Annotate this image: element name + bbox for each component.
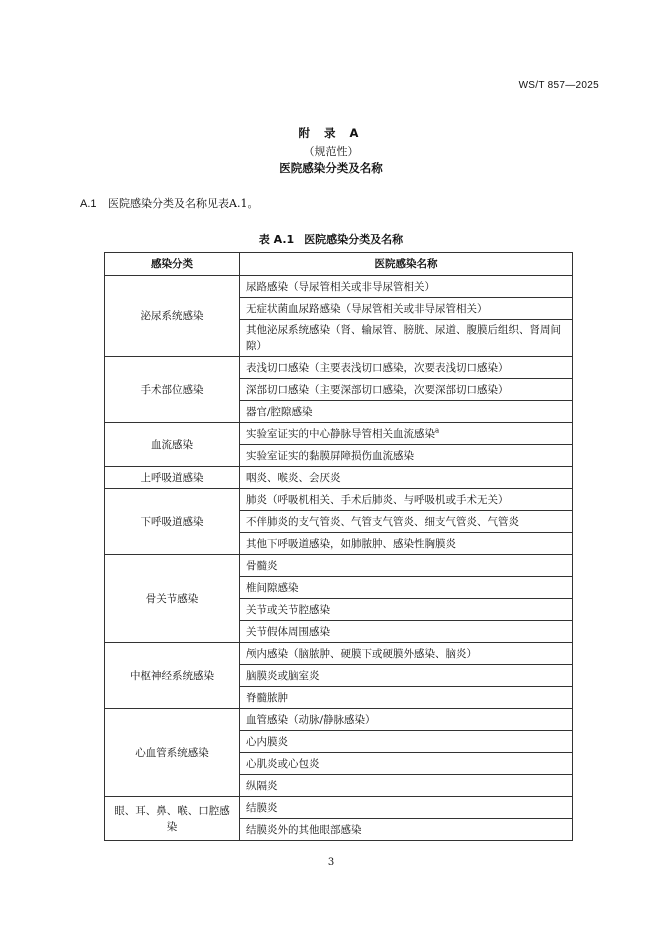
infection-name-cell: 实验室证实的黏膜屏障损伤血流感染 xyxy=(240,445,573,467)
table-row xyxy=(105,357,573,379)
clause-text: 医院感染分类及名称见表A.1。 xyxy=(108,197,259,210)
infection-name-cell: 器官/腔隙感染 xyxy=(240,401,573,423)
category-cell: 血流感染 xyxy=(105,423,240,467)
infection-name-text: 实验室证实的中心静脉导管相关血流感染 xyxy=(246,427,435,440)
infection-name-cell: 心肌炎或心包炎 xyxy=(240,753,573,775)
table-caption-number: 表 A.1 xyxy=(258,233,295,246)
infection-name-cell: 关节或关节腔感染 xyxy=(240,599,573,621)
table-row xyxy=(105,797,573,819)
appendix-nature: （规范性） xyxy=(303,145,359,158)
infection-name-cell: 椎间隙感染 xyxy=(240,577,573,599)
table-caption xyxy=(0,231,662,247)
clause-number: A.1 xyxy=(80,198,97,210)
appendix-title: 附 录 A xyxy=(298,126,364,140)
table-row xyxy=(105,709,573,731)
table-row xyxy=(105,276,573,298)
standard-code: WS/T 857—2025 xyxy=(518,80,599,91)
infection-name-cell: 结膜炎 xyxy=(240,797,573,819)
infection-name-cell: 肺炎（呼吸机相关、手术后肺炎、与呼吸机或手术无关） xyxy=(240,489,573,511)
category-cell: 眼、耳、鼻、喉、口腔感染 xyxy=(105,797,240,841)
infection-name-cell: 不伴肺炎的支气管炎、气管支气管炎、细支气管炎、气管炎 xyxy=(240,511,573,533)
infection-name-cell: 心内膜炎 xyxy=(240,731,573,753)
infection-name-cell: 纵隔炎 xyxy=(240,775,573,797)
infection-name-cell: 脊髓脓肿 xyxy=(240,687,573,709)
page-number: 3 xyxy=(327,857,335,868)
infection-name-cell: 血管感染（动脉/静脉感染） xyxy=(240,709,573,731)
infection-name-cell: 颅内感染（脑脓肿、硬膜下或硬膜外感染、脑炎） xyxy=(240,643,573,665)
table-caption-text: 医院感染分类及名称 xyxy=(304,233,404,246)
category-cell: 下呼吸道感染 xyxy=(105,489,240,555)
table-row xyxy=(105,489,573,511)
category-cell: 心血管系统感染 xyxy=(105,709,240,797)
table-row xyxy=(105,467,573,489)
infection-name-cell: 骨髓炎 xyxy=(240,555,573,577)
infection-name-cell: 咽炎、喉炎、会厌炎 xyxy=(240,467,573,489)
header-infection-name: 医院感染名称 xyxy=(240,253,573,276)
table-row xyxy=(105,423,573,445)
category-cell: 泌尿系统感染 xyxy=(105,276,240,357)
header-category: 感染分类 xyxy=(105,253,240,276)
category-cell: 骨关节感染 xyxy=(105,555,240,643)
footnote-superscript: a xyxy=(435,426,440,434)
infection-name-cell: 关节假体周围感染 xyxy=(240,621,573,643)
table-header-row xyxy=(105,253,573,276)
appendix-heading: 医院感染分类及名称 xyxy=(279,161,383,175)
infection-name-cell: 深部切口感染（主要深部切口感染，次要深部切口感染） xyxy=(240,379,573,401)
category-cell: 中枢神经系统感染 xyxy=(105,643,240,709)
table-row xyxy=(105,555,573,577)
infection-name-cell: 其他下呼吸道感染，如肺脓肿、感染性胸膜炎 xyxy=(240,533,573,555)
infection-name-cell xyxy=(240,423,573,445)
infection-name-cell: 无症状菌血尿路感染（导尿管相关或非导尿管相关） xyxy=(240,298,573,320)
infection-name-cell: 尿路感染（导尿管相关或非导尿管相关） xyxy=(240,276,573,298)
clause-a1 xyxy=(80,195,258,211)
infection-classification-table xyxy=(104,252,573,841)
infection-name-cell: 其他泌尿系统感染（肾、输尿管、膀胱、尿道、腹膜后组织、肾周间隙） xyxy=(240,320,573,357)
infection-name-cell: 脑膜炎或脑室炎 xyxy=(240,665,573,687)
table-row xyxy=(105,643,573,665)
category-cell: 手术部位感染 xyxy=(105,357,240,423)
infection-name-cell: 表浅切口感染（主要表浅切口感染，次要表浅切口感染） xyxy=(240,357,573,379)
category-cell: 上呼吸道感染 xyxy=(105,467,240,489)
infection-name-cell: 结膜炎外的其他眼部感染 xyxy=(240,819,573,841)
